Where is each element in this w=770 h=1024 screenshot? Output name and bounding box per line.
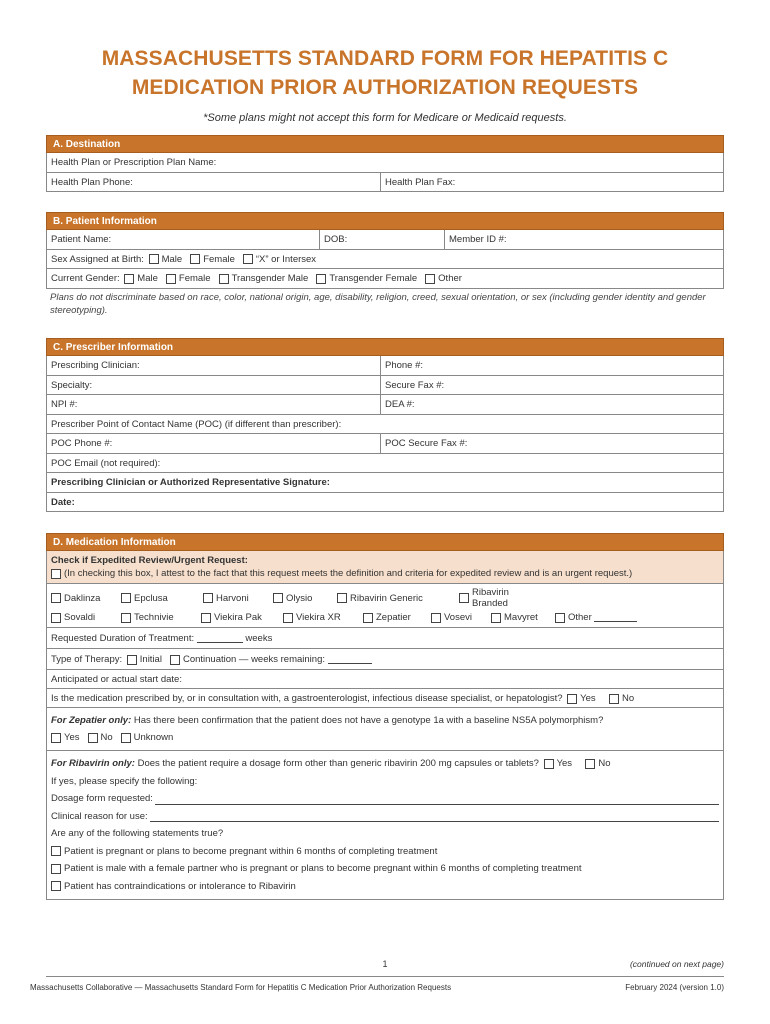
duration-label: Requested Duration of Treatment: [51,633,195,644]
sex-at-birth-row [47,250,723,269]
therapy-initial-label: Initial [139,654,162,665]
expedited-checkbox[interactable] [51,569,61,579]
footer-document-title: Massachusetts Collaborative — Massachusetts Standard Form for Hepatitis C Medication Prior Authorization Requests [30,983,452,992]
med-checkbox[interactable] [363,613,373,623]
ribavirin-block [46,751,724,900]
duration-unit: weeks [245,633,273,644]
medication-options [46,584,724,628]
statements-question: Are any of the following statements true? [51,828,224,839]
member-id-field[interactable]: Member ID #: [444,230,723,249]
sex-option: Female [203,253,235,265]
therapy-row [47,649,723,669]
med-checkbox[interactable] [121,593,131,603]
ribavirin-no-checkbox[interactable] [585,759,595,769]
gender-other-checkbox[interactable] [425,274,435,284]
statement-checkbox[interactable] [51,846,61,856]
expedited-title: Check if Expedited Review/Urgent Request: [51,555,248,566]
continued-note: (continued on next page) [629,959,724,969]
plan-fax-field[interactable]: Health Plan Fax: [380,173,723,192]
sex-option: “X” or Intersex [255,253,317,265]
med-checkbox[interactable] [51,613,61,623]
poc-email-field[interactable]: POC Email (not required): [51,457,161,469]
dosage-form-label: Dosage form requested: [51,793,153,804]
statement-text: Patient is male with a female partner who is pregnant or plans to become pregnant within 6 months of completing treatment [64,863,582,874]
footer-version: February 2024 (version 1.0) [625,983,724,992]
statement-checkbox[interactable] [51,881,61,891]
med-checkbox[interactable] [51,593,61,603]
yes-label: Yes [556,758,573,769]
gender-option: Transgender Female [329,273,418,285]
med-label: Harvoni [216,592,249,604]
med-label: Other [568,612,592,623]
clinical-reason-label: Clinical reason for use: [51,810,148,822]
expedited-review-box [46,551,724,584]
med-other-checkbox[interactable] [555,613,565,623]
plan-phone-field[interactable]: Health Plan Phone: [51,176,133,188]
specialist-yes-checkbox[interactable] [567,694,577,704]
page-title [0,44,770,102]
weeks-remaining-input[interactable] [328,655,372,664]
yes-label: Yes [580,693,596,704]
specialist-row [47,689,723,707]
gender-option: Other [438,273,462,285]
footer-divider [46,976,724,977]
med-label: Technivie [134,612,174,623]
zepatier-no-checkbox[interactable] [88,733,98,743]
section-prescriber [46,338,724,512]
med-checkbox[interactable] [337,593,347,603]
section-patient [46,212,724,319]
med-label: Zepatier [376,612,411,623]
no-label: No [100,732,113,743]
date-field[interactable]: Date: [51,496,75,508]
statement-checkbox[interactable] [51,864,61,874]
ribavirin-specify: If yes, please specify the following: [51,775,198,787]
med-checkbox[interactable] [273,593,283,603]
therapy-label: Type of Therapy: [51,654,123,665]
med-label: Epclusa [134,592,168,604]
gender-female-checkbox[interactable] [166,274,176,284]
med-checkbox[interactable] [431,613,441,623]
sex-male-checkbox[interactable] [149,254,159,264]
clinical-reason-input[interactable] [150,813,719,822]
no-label: No [598,758,611,769]
sex-option: Male [161,253,183,265]
yes-label: Yes [64,732,80,743]
current-gender-row [47,269,723,288]
zepatier-question: Has there been confirmation that the patient does not have a genotype 1a with a baseline NS5A polymorphism? [133,715,604,726]
statement-text: Patient is pregnant or plans to become pregnant within 6 months of completing treatment [64,845,438,857]
start-date-field[interactable]: Anticipated or actual start date: [51,674,182,685]
unknown-label: Unknown [133,732,174,743]
med-label: Daklinza [64,592,101,604]
section-destination [46,135,724,192]
zepatier-bold: For Zepatier only: [51,715,132,726]
gender-male-checkbox[interactable] [124,274,134,284]
therapy-continuation-label: Continuation — weeks remaining: [182,654,325,665]
med-label: Olysio [286,592,313,604]
no-label: No [621,693,635,704]
med-other-input[interactable] [594,613,637,622]
expedited-text: (In checking this box, I attest to the fact that this request meets the definition and criteria for expedited review and is an urgent request.) [64,568,633,579]
gender-label: Current Gender: [51,273,120,285]
npi-field[interactable]: NPI #: [51,399,78,411]
specialist-no-checkbox[interactable] [609,694,619,704]
dosage-form-input[interactable] [155,796,719,805]
med-checkbox[interactable] [121,613,131,623]
statement-text: Patient has contraindications or intolerance to Ribavirin [64,880,296,892]
ribavirin-bold: For Ribavirin only: [51,758,135,769]
sex-label: Sex Assigned at Birth: [51,253,144,265]
zepatier-yes-checkbox[interactable] [51,733,61,743]
med-label: Ribavirin Generic [350,592,423,604]
sex-female-checkbox[interactable] [190,254,200,264]
subtitle: *Some plans might not accept this form for Medicare or Medicaid requests. [203,112,567,124]
gender-option: Male [137,273,158,285]
poc-fax-field[interactable]: POC Secure Fax #: [380,434,723,453]
dob-field[interactable]: DOB: [319,230,444,249]
title-line-1: MASSACHUSETTS STANDARD FORM FOR HEPATITIS C [101,47,669,70]
poc-phone-field[interactable]: POC Phone #: [51,438,113,450]
nondiscrimination-note: Plans do not discriminate based on race, color, national origin, age, disability, religion, creed, sexual orientation, or sex (including gender identity and gender stereotyping). [50,291,706,316]
secure-fax-field[interactable]: Secure Fax #: [380,376,723,395]
section-d-header: D. Medication Information [46,533,724,551]
phone-field[interactable]: Phone #: [380,356,723,375]
med-checkbox[interactable] [201,613,211,623]
gender-trans-female-checkbox[interactable] [316,274,326,284]
sex-intersex-checkbox[interactable] [243,254,253,264]
zepatier-unknown-checkbox[interactable] [121,733,131,743]
patient-name-field[interactable]: Patient Name: [51,234,112,246]
section-c-header: C. Prescriber Information [46,338,724,356]
gender-trans-male-checkbox[interactable] [219,274,229,284]
specialist-question: Is the medication prescribed by, or in consultation with, a gastroenterologist, infectious disease specialist, or hepatologist? [51,693,563,704]
specialty-field[interactable]: Specialty: [51,379,93,391]
section-medication [46,533,724,900]
ribavirin-question: Does the patient require a dosage form other than generic ribavirin 200 mg capsules or tablets? [137,758,539,769]
poc-name-field[interactable]: Prescriber Point of Contact Name (POC) (if different than prescriber): [51,418,342,430]
plan-name-field[interactable]: Health Plan or Prescription Plan Name: [51,157,217,169]
duration-row [47,628,723,648]
med-label: Viekira XR [296,612,341,623]
med-checkbox[interactable] [203,593,213,603]
therapy-initial-checkbox[interactable] [127,655,137,665]
therapy-continuation-checkbox[interactable] [170,655,180,665]
med-label: Viekira Pak [214,612,262,623]
duration-input[interactable] [197,634,243,643]
med-label: Ribavirin Branded [472,587,509,609]
page-number: 1 [382,959,388,969]
gender-option: Transgender Male [231,273,309,285]
med-label: Sovaldi [64,612,96,623]
clinician-field[interactable]: Prescribing Clinician: [51,360,140,372]
med-label: Vosevi [444,612,472,623]
med-label: Mavyret [504,612,538,623]
section-b-header: B. Patient Information [46,212,724,230]
gender-option: Female [178,273,211,285]
ribavirin-yes-checkbox[interactable] [544,759,554,769]
signature-field[interactable]: Prescribing Clinician or Authorized Representative Signature: [51,477,330,489]
section-a-header: A. Destination [46,135,724,153]
zepatier-block [46,708,724,751]
title-line-2: MEDICATION PRIOR AUTHORIZATION REQUESTS [131,76,639,99]
med-checkbox[interactable] [459,593,469,603]
dea-field[interactable]: DEA #: [380,395,723,414]
med-checkbox[interactable] [283,613,293,623]
med-checkbox[interactable] [491,613,501,623]
